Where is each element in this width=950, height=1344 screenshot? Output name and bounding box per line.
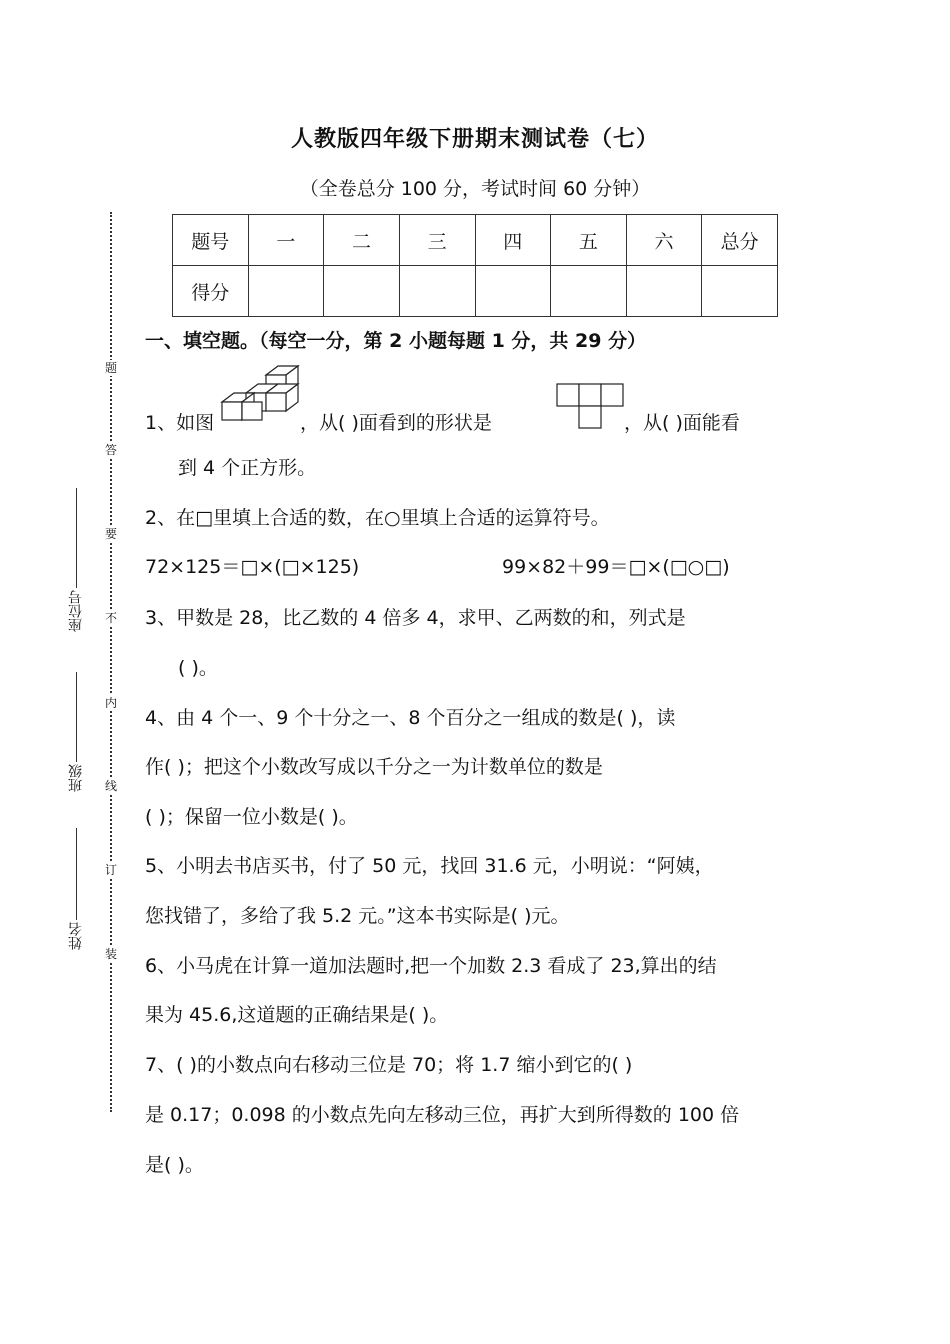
score-row-label: 得分: [173, 266, 249, 317]
page-title: 人教版四年级下册期末测试卷（七）: [290, 127, 659, 152]
binding-char: 要: [104, 527, 117, 541]
score-cell-2: 二: [324, 215, 400, 266]
q7-line-2: 是 0.17；0.098 的小数点先向左移动三位，再扩大到所得数的 100 倍: [145, 1104, 740, 1126]
view-shape-figure: [555, 382, 627, 432]
class-label: 班级: [68, 764, 84, 792]
q4-line-2: 作( )；把这个小数改写成以千分之一为计数单位的数是: [145, 756, 603, 778]
score-cell-label: 题号: [173, 215, 249, 266]
q5-line-2: 您找错了，多给了我 5.2 元。”这本书实际是( )元。: [145, 905, 570, 927]
q3-answer-blank: ( )。: [178, 657, 218, 679]
score-table-header-row: [173, 215, 778, 266]
score-table-score-row: [173, 266, 778, 317]
score-table: [172, 214, 778, 317]
score-cell-1: 一: [248, 215, 324, 266]
exam-info: （全卷总分 100 分，考试时间 60 分钟）: [299, 178, 651, 200]
q3-text: 3、甲数是 28，比乙数的 4 倍多 4，求甲、乙两数的和，列式是: [145, 607, 686, 629]
seat-number-blank[interactable]: [76, 488, 77, 588]
score-input-4[interactable]: [475, 266, 551, 317]
score-input-total[interactable]: [702, 266, 778, 317]
name-blank[interactable]: [76, 828, 77, 920]
name-label: 姓名: [68, 922, 84, 950]
score-input-5[interactable]: [551, 266, 627, 317]
binding-char: 不: [104, 611, 117, 625]
binding-char: 答: [104, 443, 117, 457]
score-input-1[interactable]: [248, 266, 324, 317]
q1-text-continued: 到 4 个正方形。: [178, 457, 317, 479]
q2-equation-1: 72×125＝□×(□×125): [145, 556, 360, 578]
score-cell-total: 总分: [702, 215, 778, 266]
q1-text-middle: ，从( )面看到的形状是: [300, 412, 492, 434]
score-input-6[interactable]: [626, 266, 702, 317]
binding-char: 线: [104, 779, 117, 793]
score-cell-4: 四: [475, 215, 551, 266]
score-cell-5: 五: [551, 215, 627, 266]
score-cell-6: 六: [626, 215, 702, 266]
q1-text-end: ，从( )面能看: [624, 412, 740, 434]
q4-line-1: 4、由 4 个一、9 个十分之一、8 个百分之一组成的数是( )，读: [145, 707, 676, 729]
binding-char: 内: [104, 696, 117, 710]
q1-text-start: 1、如图: [145, 412, 215, 434]
binding-char: 订: [104, 863, 117, 877]
q7-line-1: 7、( )的小数点向右移动三位是 70；将 1.7 缩小到它的( ): [145, 1054, 633, 1076]
q2-equation-2: 99×82＋99＝□×(□○□): [502, 556, 730, 578]
score-input-2[interactable]: [324, 266, 400, 317]
q6-line-1: 6、小马虎在计算一道加法题时,把一个加数 2.3 看成了 23,算出的结: [145, 955, 717, 977]
seat-number-label: 座位号: [68, 590, 84, 632]
section-heading: 一、填空题。（每空一分，第 2 小题每题 1 分，共 29 分）: [145, 330, 647, 352]
score-input-3[interactable]: [399, 266, 475, 317]
q5-line-1: 5、小明去书店买书，付了 50 元，找回 31.6 元，小明说：“阿姨，: [145, 855, 714, 877]
q4-line-3: ( )；保留一位小数是( )。: [145, 806, 358, 828]
q2-text: 2、在□里填上合适的数，在○里填上合适的运算符号。: [145, 507, 610, 529]
class-blank[interactable]: [76, 672, 77, 762]
binding-char: 题: [104, 361, 117, 375]
binding-dotted-line: [110, 212, 112, 1112]
q6-line-2: 果为 45.6,这道题的正确结果是( )。: [145, 1004, 449, 1026]
q7-line-3: 是( )。: [145, 1154, 204, 1176]
score-cell-3: 三: [399, 215, 475, 266]
binding-char: 装: [104, 947, 117, 961]
cube-stack-figure: [220, 363, 302, 429]
